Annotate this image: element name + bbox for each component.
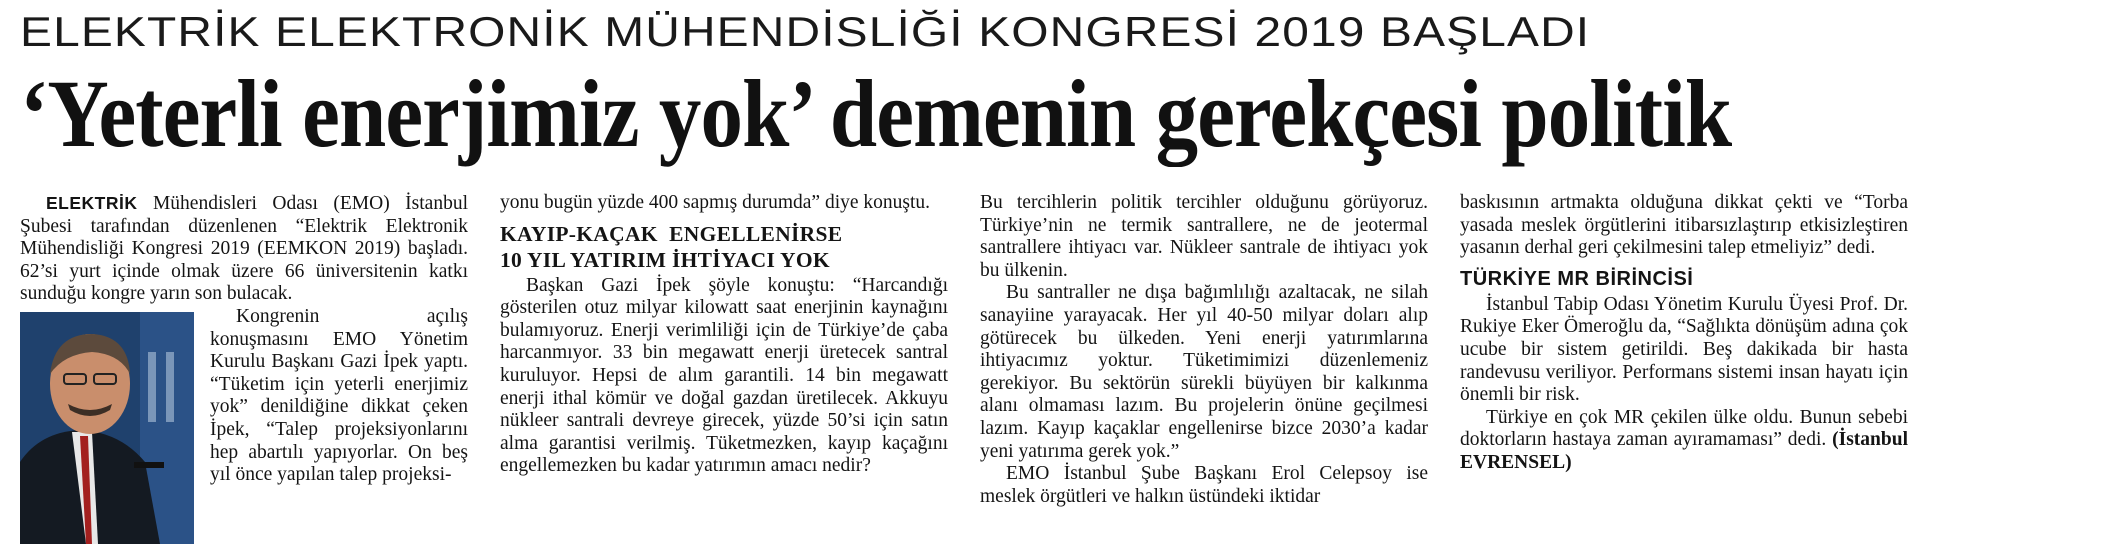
subheading-line: KAYIP-KAÇAK ENGELLENİRSE	[500, 221, 843, 246]
main-headline: ‘Yeterli enerjimiz yok’ demenin gerekçesi politik	[20, 60, 1732, 167]
kicker-headline: ELEKTRİK ELEKTRONİK MÜHENDİSLİĞİ KONGRESİ 2019 BAŞLADI	[20, 8, 1591, 55]
paragraph: İstanbul Tabip Odası Yönetim Kurulu Üyesi Prof. Dr. Rukiye Eker Ömeroğlu da, “Sağlıkta dönüşüm adına çok ucube bir sistem getirildi. Beş dakikada bir hasta randevusu veriliyor. Performans sistemi insan hayatı için önemli bir risk.	[1460, 293, 1908, 406]
article-column-2	[500, 192, 948, 556]
article-column-1	[20, 192, 468, 556]
article-column-3	[980, 192, 1428, 556]
speaker-photo	[20, 312, 194, 544]
paragraph	[20, 192, 468, 306]
lead-word: ELEKTRİK	[46, 193, 138, 213]
paragraph: Kongrenin açılış konuşmasını EMO Yönetim Kurulu Başkanı Gazi İpek yaptı. “Tüketim için yeterli enerjimiz yok” denildiğine dikkat çeken İpek, “Talep projeksiyonlarını hep abartılı yapıyorlar. On beş yıl önce yapılan talep projeksi-	[210, 305, 468, 486]
subheading-line: 10 YIL YATIRIM İHTİYACI YOK	[500, 247, 830, 272]
paragraph: EMO İstanbul Şube Başkanı Erol Celepsoy ise meslek örgütleri ve halkın üstündeki iktidar	[980, 463, 1428, 507]
paragraph: Bu santraller ne dışa bağımlılığı azaltacak, ne silah sanayiine yarayacak. Her yıl 40-50 milyar doları alıp götürecek bu ülkeden. Yeni enerji yatırımlarına ihtiyacımız yoktur. Tüketimimizi düzenlemeniz gerekiyor. Bu sektörün sürekli büyüyen bir kalkınma alanı olmaması lazım. Bu projelerin önüne geçilmesi lazım. Kayıp kaçaklar engellenirse bizce 2030’a kadar yeni yatırıma gerek yok.”	[980, 282, 1428, 462]
article-column-4	[1460, 192, 1908, 556]
paragraph: yonu bugün yüzde 400 sapmış durumda” diye konuştu.	[500, 192, 931, 213]
subheading: TÜRKİYE MR BİRİNCİSİ	[1460, 267, 1694, 290]
paragraph: Başkan Gazi İpek şöyle konuştu: “Harcandığı gösterilen otuz milyar kilowatt saat enerjinin kaynağını bulamıyoruz. Enerji verimliliği için de Türkiye’de çaba harcanmıyor. 33 bin megawatt enerji üretecek santral kuruluyor. Hepsi de alım garantili. 14 bin megawatt enerji ithal kömür ve doğal gazdan üretilecek. Akkuyu nükleer santrali devreye girecek, yüzde 50’si için satın alma garantisi verilmiş. Tüketmezken, kayıp kaçağını engellemezken bu kadar yatırımın amacı nedir?	[500, 274, 948, 477]
paragraph-text: Türkiye en çok MR çekilen ülke oldu. Bunun sebebi doktorların hastaya zaman ayıramaması” dedi.	[1460, 406, 1908, 451]
byline: (İstanbul EVRENSEL)	[1460, 429, 1909, 473]
person-speaking-icon	[20, 312, 194, 544]
paragraph: Bu tercihlerin politik tercihler olduğunu görüyoruz. Türkiye’nin ne termik santrallere, ne de jeotermal santrallere ihtiyacı var. Nükleer santrale de ihtiyacı yok bu ülkenin.	[980, 192, 1428, 281]
article-body	[20, 192, 1909, 556]
paragraph-text: Mühendisleri Odası (EMO) İstanbul Şubesi tarafından düzenlenen “Elektrik Elektronik Mühendisliği Kongresi 2019 (EEMKON 2019) başladı. 62’si yurt içinde olmak üzere 66 üniversitenin katkı sunduğu kongre yarın son bulacak.	[20, 193, 468, 305]
paragraph	[1460, 407, 1908, 475]
subheading	[500, 221, 948, 273]
paragraph: baskısının artmakta olduğuna dikkat çekti ve “Torba yasada meslek örgütlerini itibarsızlaştırıp etkisizleştiren yasanın derhal geri çekilmesini talep etmeliyiz” dedi.	[1460, 192, 1908, 259]
